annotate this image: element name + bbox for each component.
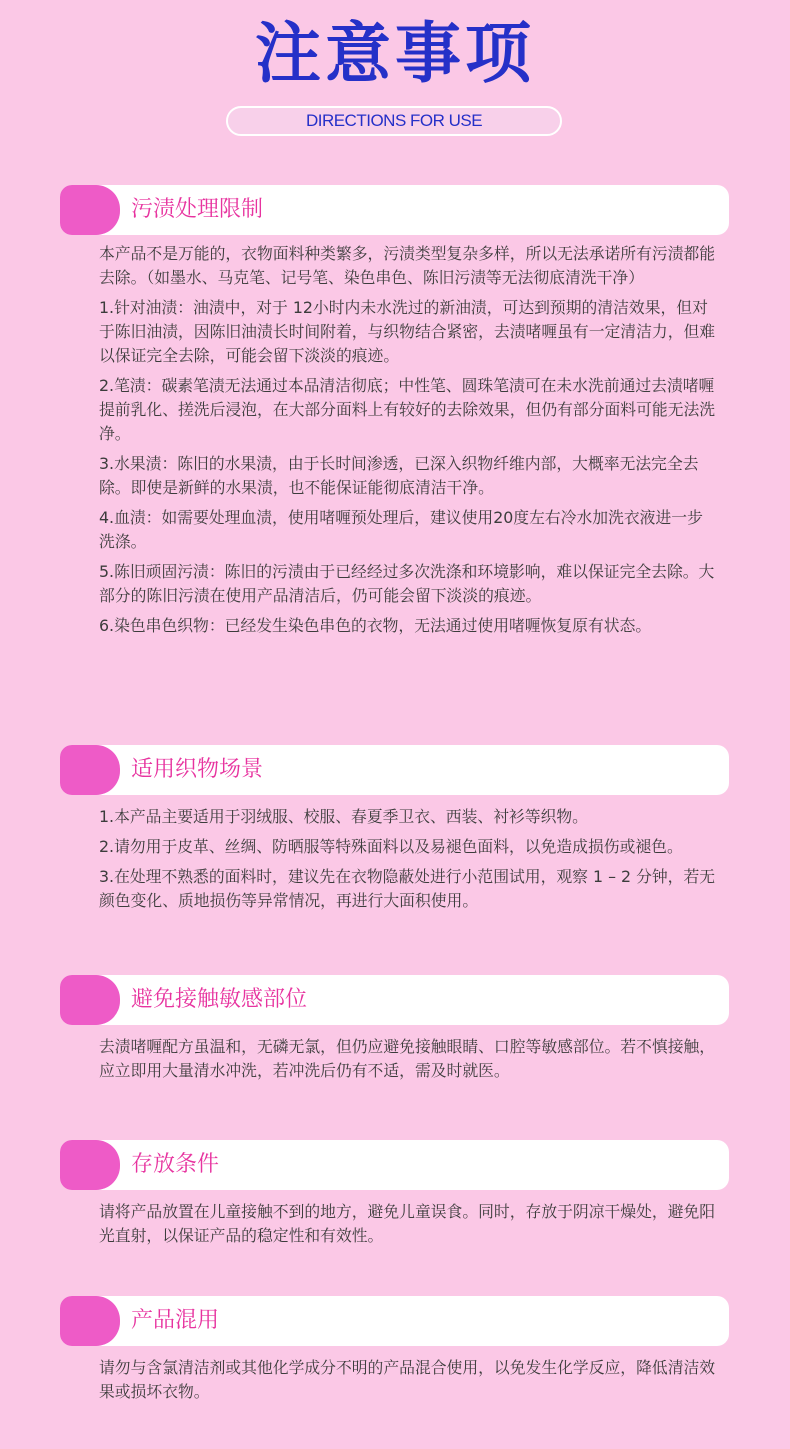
section-body — [99, 805, 717, 919]
paragraph: 3.水果渍：陈旧的水果渍，由于长时间渗透，已深入织物纤维内部，大概率无法完全去除。即使是新鲜的水果渍，也不能保证能彻底清洁干净。 — [99, 454, 699, 497]
paragraph: 去渍啫喱配方虽温和，无磷无氯，但仍应避免接触眼睛、口腔等敏感部位。若不慎接触，应立即用大量清水冲洗，若冲洗后仍有不适，需及时就医。 — [99, 1037, 716, 1080]
paragraph: 6.染色串色织物：已经发生染色串色的衣物，无法通过使用啫喱恢复原有状态。 — [99, 616, 652, 635]
section-heading: 适用织物场景 — [131, 757, 264, 782]
section-body — [99, 1200, 717, 1254]
section-heading: 避免接触敏感部位 — [131, 987, 308, 1012]
paragraph: 请将产品放置在儿童接触不到的地方，避免儿童误食。同时，存放于阴凉干燥处，避免阳光直射，以保证产品的稳定性和有效性。 — [99, 1202, 716, 1245]
subtitle-text: DIRECTIONS FOR USE — [305, 111, 483, 130]
section-body — [99, 1356, 717, 1410]
paragraph: 本产品不是万能的，衣物面料种类繁多，污渍类型复杂多样，所以无法承诺所有污渍都能去除。（如墨水、马克笔、记号笔、染色串色、陈旧污渍等无法彻底清洗干净） — [99, 244, 716, 287]
section-tab-marker — [60, 1140, 120, 1190]
section-tab-marker — [60, 745, 120, 795]
section-body — [99, 242, 717, 644]
paragraph: 2.请勿用于皮革、丝绸、防晒服等特殊面料以及易褪色面料，以免造成损伤或褪色。 — [99, 837, 683, 856]
paragraph: 2.笔渍：碳素笔渍无法通过本品清洁彻底；中性笔、圆珠笔渍可在未水洗前通过去渍啫喱提前乳化、搓洗后浸泡，在大部分面料上有较好的去除效果，但仍有部分面料可能无法洗净。 — [99, 376, 716, 443]
section-heading: 存放条件 — [131, 1152, 220, 1177]
section-heading: 污渍处理限制 — [131, 197, 264, 222]
section-body — [99, 1035, 717, 1089]
paragraph: 5.陈旧顽固污渍：陈旧的污渍由于已经经过多次洗涤和环境影响，难以保证完全去除。大部分的陈旧污渍在使用产品清洁后，仍可能会留下淡淡的痕迹。 — [99, 562, 715, 605]
paragraph: 4.血渍：如需要处理血渍，使用啫喱预处理后，建议使用20度左右冷水加洗衣液进一步洗涤。 — [99, 508, 703, 551]
paragraph: 1.本产品主要适用于羽绒服、校服、春夏季卫衣、西装、衬衫等织物。 — [99, 807, 588, 826]
paragraph: 请勿与含氯清洁剂或其他化学成分不明的产品混合使用，以免发生化学反应，降低清洁效果或损坏衣物。 — [99, 1358, 716, 1401]
subtitle-pill — [226, 106, 562, 136]
paragraph: 1.针对油渍：油渍中，对于 12小时内未水洗过的新油渍，可达到预期的清洁效果，但对于陈旧油渍，因陈旧油渍长时间附着，与织物结合紧密，去渍啫喱虽有一定清洁力，但难以保证完全去除，可能会留下淡淡的痕迹。 — [99, 298, 716, 365]
section-tab-marker — [60, 185, 120, 235]
section-heading: 产品混用 — [131, 1308, 220, 1333]
page-title: 注意事项 — [255, 15, 535, 92]
section-tab-marker — [60, 975, 120, 1025]
paragraph: 3.在处理不熟悉的面料时，建议先在衣物隐蔽处进行小范围试用，观察 1 – 2 分钟，若无颜色变化、质地损伤等异常情况，再进行大面积使用。 — [99, 867, 716, 910]
section-tab-marker — [60, 1296, 120, 1346]
